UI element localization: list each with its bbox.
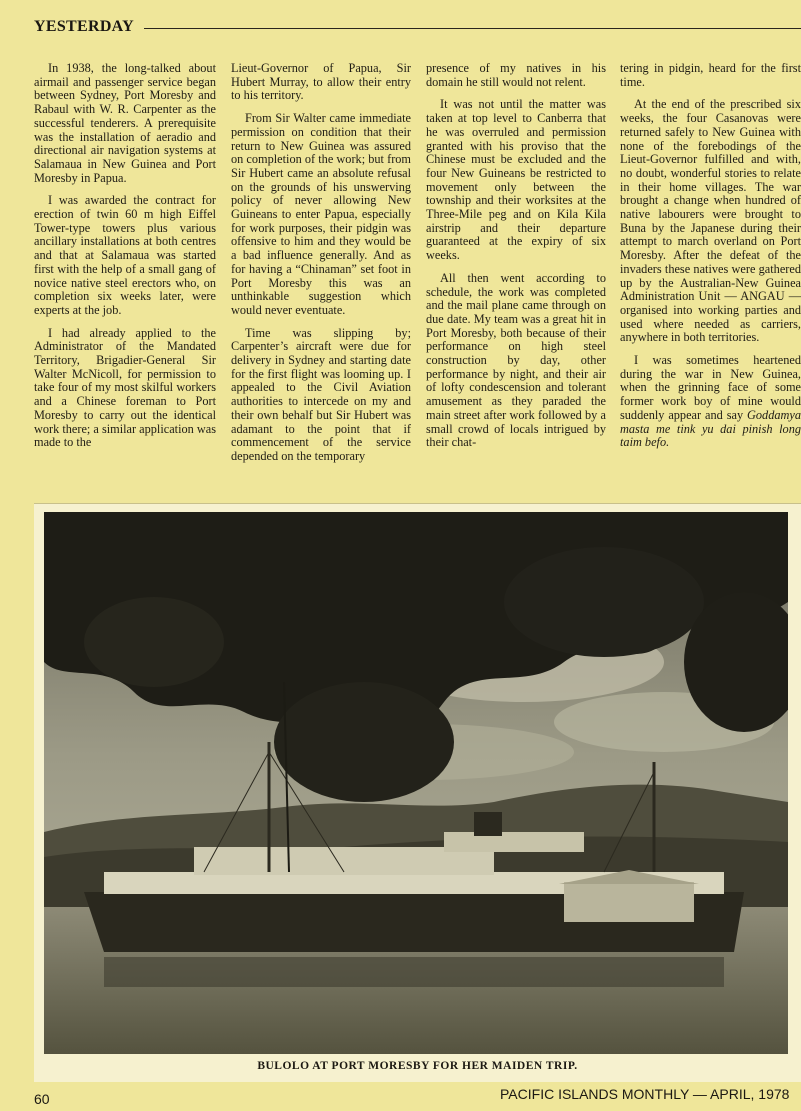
page-number: 60 (34, 1091, 50, 1107)
paragraph: I was awarded the contract for erection of twin 60 m high Eiffel Tower-type towers plus various ancillary installations at both centres and that at Salamaua was started first with the help of a small gang of novice native steel erectors who, on completion six weeks later, were experts at the job. (34, 193, 216, 317)
paragraph: I had already applied to the Administrator of the Mandated Territory, Brigadier-General Sir Walter McNicoll, for permission to take four of my most skilful workers and a Chinese foreman to Port Moresby to carry out the identical work there; a similar application was made to the (34, 325, 217, 450)
paragraph: From Sir Walter came immediate permission on condition that their return to New Guinea was assured on completion of the work; but from Sir Hubert came an absolute refusal on the grounds of his unswerving policy of never allowing New Guineans to enter Papua, especially for work purposes, their pidgin was offensive to him and they would be a bad influence generally. And as for having a “Chinaman” set foot in Port Moresby this was an unthinkable suggestion which would never eventuate. (231, 111, 411, 317)
article-column-1 (34, 62, 216, 459)
paragraph: At the end of the prescribed six weeks, the four Casanovas were returned safely to New Guinea with none of the forebodings of the Lieut-Governor fulfilled and with, no doubt, wonderful stories to relate in their home villages. The war brought a change when hundred of native labourers were brought to Buna by the Japanese during their attempt to march overland on Port Moresby. After the defeat of the invaders these natives were gathered up by the Australian-New Guinea Administration Unit — ANGAU — organised into working parties and used where needed as carriers, anywhere in both territories. (620, 97, 801, 345)
section-title: YESTERDAY (34, 18, 134, 35)
paragraph: Lieut-Governor of Papua, Sir Hubert Murray, to allow their entry to his territory. (231, 61, 411, 103)
page-header (34, 18, 801, 40)
article-column-4 (620, 62, 801, 459)
paragraph: presence of my natives in his domain he still would not relent. (426, 61, 606, 89)
paragraph: It was not until the matter was taken at top level to Canberra that he was overruled and permission granted with his proviso that the Chinese must be excluded and the four New Guineans be restricted to movement only between the township and their worksites at the Three-Mile peg and on Kila Kila airstrip and their departure guaranteed at the expiry of six weeks. (426, 97, 606, 263)
article-column-3 (426, 62, 606, 459)
paragraph: Time was slipping by; Carpenter’s aircraft were due for delivery in Sydney and starting date for the first flight was looming up. I appealed to the Civil Aviation authorities to intercede on my and their own behalf but Sir Hubert was adamant to the point that if commencement of the service depended on the temporary (231, 325, 411, 463)
photo-caption: BULOLO AT PORT MORESBY FOR HER MAIDEN TRIP. (257, 1060, 578, 1072)
paragraph: tering in pidgin, heard for the first time. (620, 61, 801, 89)
ship-photo (44, 512, 788, 1054)
article-column-2 (231, 62, 411, 473)
pidgin-quote: Goddamya masta me tink yu dai pinish long taim befo. (620, 407, 801, 450)
header-rule (144, 28, 801, 29)
paragraph (620, 354, 801, 450)
paragraph: All then went according to schedule, the work was completed and the mail plane came through on due date. My team was a great hit in Port Moresby, both because of their performance on high steel construction by day, other performance by night, and their air of lofty condescension and tolerant amusement as they paraded the main street after work followed by a small crowd of locals intrigued by their chat- (426, 270, 606, 450)
photo-frame (34, 503, 801, 1082)
harbour-photo-illustration (44, 512, 788, 1054)
article-body (34, 62, 801, 492)
publication-line: PACIFIC ISLANDS MONTHLY — APRIL, 1978 (500, 1086, 790, 1102)
paragraph: In 1938, the long-talked about airmail and passenger service began between Sydney, Port Moresby and Rabaul with W. R. Carpenter as the successful tenderers. A prerequisite was the installation of aeradio and directional air navigation systems at Salamaua in New Guinea and Port Moresby in Papua. (34, 61, 216, 185)
paragraph-text: I was sometimes heartened during the war in New Guinea, when the grinning face of some former work boy of mine would suddenly appear and say (620, 353, 801, 422)
